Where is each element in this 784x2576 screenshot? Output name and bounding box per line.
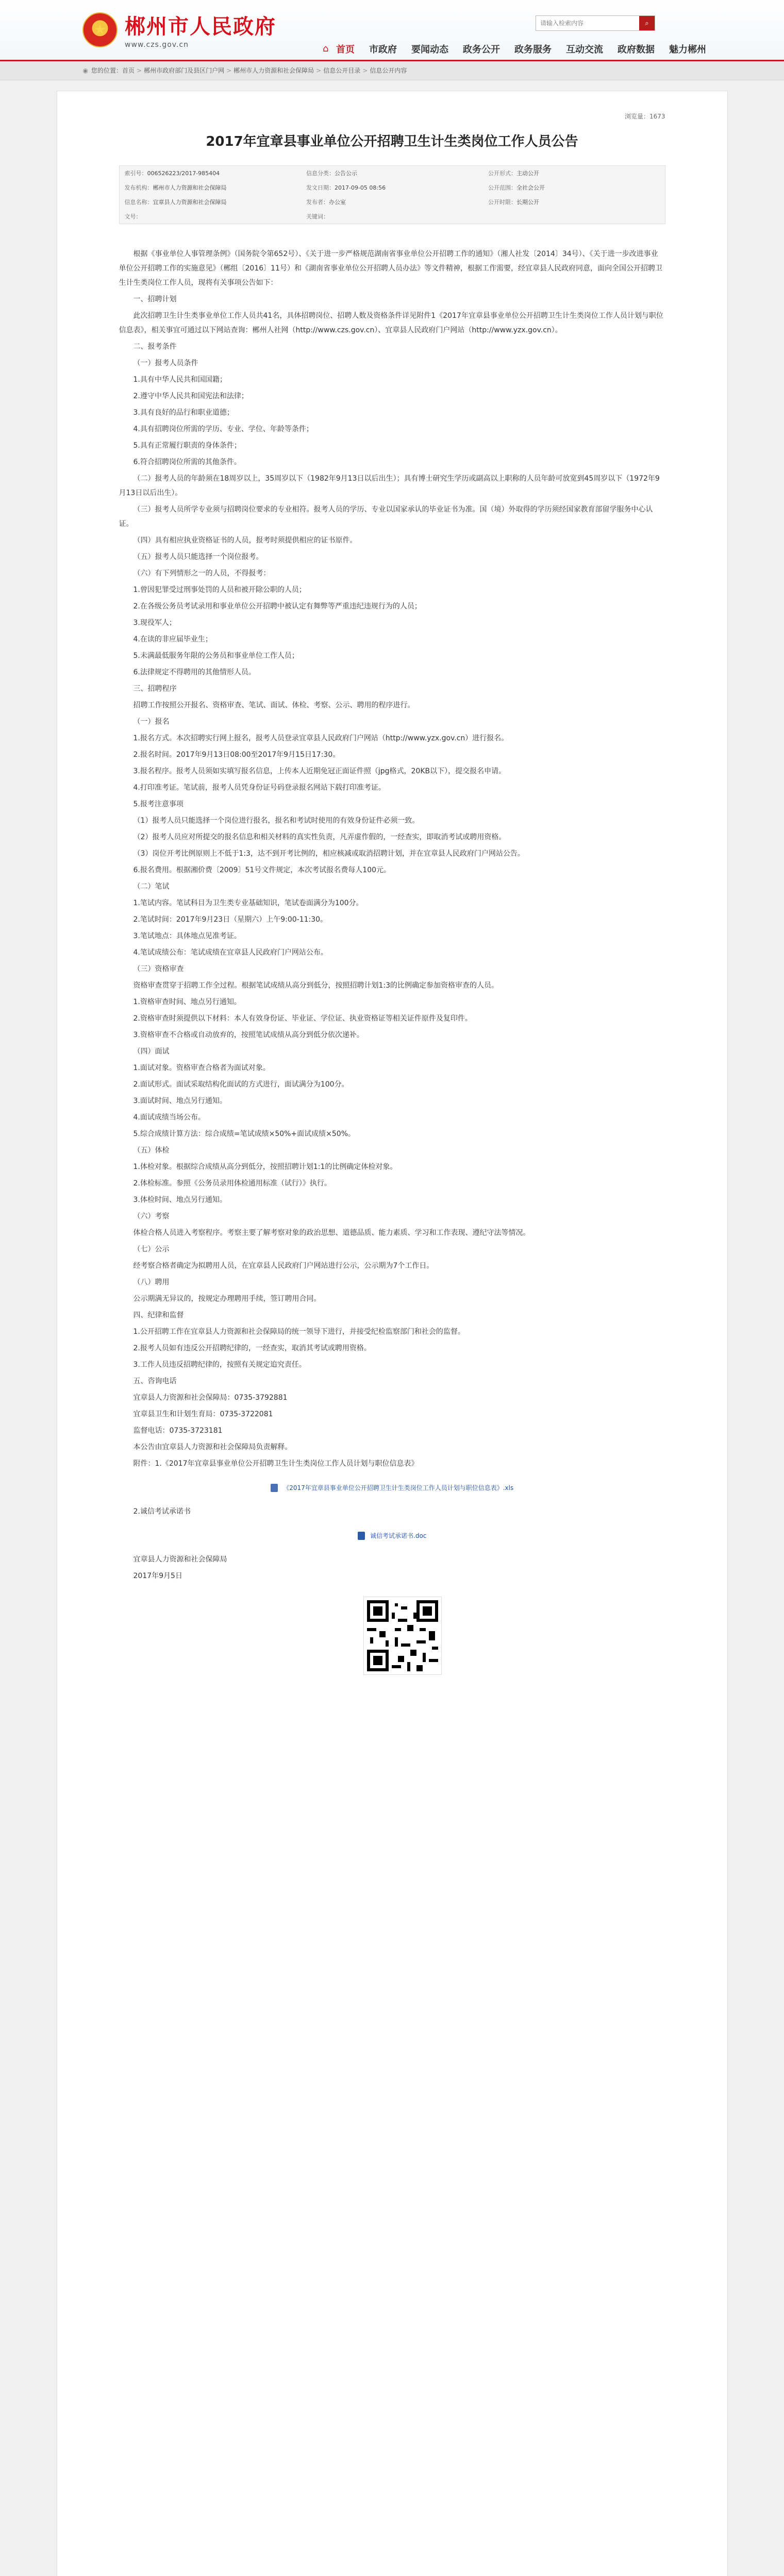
- article-paragraph: （四）具有相应执业资格证书的人员，报考时须提供相应的证书原件。: [133, 536, 357, 545]
- article-paragraph: （二）笔试: [133, 883, 170, 891]
- meta-cell: [301, 195, 483, 209]
- meta-key: 公开范围：: [488, 184, 516, 191]
- article-paragraph: 3.报名程序。报考人员须如实填写报名信息，上传本人近期免冠正面证件照（jpg格式，20KB以下），提交报名申请。: [133, 767, 506, 775]
- meta-cell: [483, 209, 665, 224]
- breadcrumb-info-content[interactable]: 信息公开内容: [370, 67, 407, 74]
- article-paragraph: 招聘工作按照公开报名、资格审查、笔试、面试、体检、考察、公示、聘用的程序进行。: [133, 701, 415, 709]
- article-paragraph: 二、报考条件: [133, 343, 177, 351]
- article-paragraph: 2.资格审查时须提供以下材料：本人有效身份证、毕业证、学位证、执业资格证等相关证件原件及复印件。: [133, 1014, 472, 1023]
- breadcrumb-home[interactable]: 首页: [122, 67, 135, 74]
- meta-cell: [483, 180, 665, 195]
- meta-value: 2017-09-05 08:56: [335, 184, 386, 191]
- meta-cell: [119, 209, 301, 224]
- article-paragraph: 附件：1.《2017年宜章县事业单位公开招聘卫生计生类岗位工作人员计划与职位信息表》: [133, 1460, 419, 1468]
- article-paragraph: （一）报名: [133, 718, 170, 726]
- meta-key: 信息分类：: [306, 170, 335, 177]
- article-paragraph: 2.笔试时间：2017年9月23日（星期六）上午9:00-11:30。: [133, 916, 328, 924]
- national-emblem-icon: ★: [82, 12, 118, 47]
- nav-city-government[interactable]: 市政府: [369, 44, 397, 55]
- meta-row: [119, 209, 665, 224]
- article-paragraph: 3.工作人员违反招聘纪律的，按照有关规定追究责任。: [133, 1361, 306, 1369]
- search-icon: ⌕: [645, 19, 649, 27]
- article-paragraph: 2.报考人员如有违反公开招聘纪律的，一经查实，取消其考试或聘用资格。: [133, 1344, 371, 1352]
- article-paragraph: 4.打印准考证。笔试前，报考人员凭身份证号码登录报名网站下载打印准考证。: [133, 784, 386, 792]
- article-paragraph: 4.具有招聘岗位所需的学历、专业、学位、年龄等条件；: [133, 425, 313, 433]
- article-paragraph: 2.体检标准。参照《公务员录用体检通用标准（试行）》执行。: [133, 1179, 331, 1188]
- breadcrumb-separator: >: [226, 67, 232, 74]
- article-paragraph: （三）资格审查: [133, 965, 184, 973]
- article-paragraph: 2.面试形式。面试采取结构化面试的方式进行，面试满分为100分。: [133, 1080, 349, 1089]
- site-url: www.czs.gov.cn: [125, 41, 189, 49]
- meta-value: 主动公开: [516, 170, 539, 177]
- breadcrumb-prefix: 您的位置：: [91, 67, 122, 74]
- qr-code-image: [364, 1597, 441, 1674]
- article-paragraph: （二）报考人员的年龄须在18周岁以上，35周岁以下（1982年9月13日以后出生）；具有博士研究生学历或副高以上职称的人员年龄可放宽到45周岁以下（1972年9月13日以后出生）。: [119, 474, 660, 497]
- meta-cell: [301, 180, 483, 195]
- meta-value: 长期公开: [516, 199, 539, 206]
- article-paragraph: 公示期满无异议的，按规定办理聘用手续，签订聘用合同。: [133, 1295, 321, 1303]
- article-paragraph: 1.资格审查时间、地点另行通知。: [133, 998, 241, 1006]
- nav-news[interactable]: 要闻动态: [411, 44, 448, 55]
- article-paragraph: （五）体检: [133, 1146, 170, 1155]
- article-paragraph: （五）报考人员只能选择一个岗位报考。: [133, 553, 263, 561]
- article-paragraph: 4.笔试成绩公布：笔试成绩在宜章县人民政府门户网站公布。: [133, 948, 328, 957]
- article-paragraph: （六）有下列情形之一的人员，不得报考：: [133, 569, 271, 578]
- attachment-1-link[interactable]: 《2017年宜章县事业单位公开招聘卫生计生类岗位工作人员计划与职位信息表》.xls: [283, 1484, 514, 1492]
- meta-key: 公开形式：: [488, 170, 516, 177]
- meta-key: 发布者：: [306, 199, 329, 206]
- view-count: 浏览量：1673: [624, 113, 665, 120]
- article-paragraph: （六）考察: [133, 1212, 170, 1221]
- meta-value: 宜章县人力资源和社会保障局: [153, 199, 227, 206]
- signature-org: 宜章县人力资源和社会保障局: [133, 1555, 227, 1564]
- search-box: [536, 15, 655, 31]
- article-paragraph: 监督电话：0735-3723181: [133, 1427, 223, 1435]
- article-paragraph: 2.遵守中华人民共和国宪法和法律；: [133, 392, 248, 400]
- article-paragraph: 4.在读的非应届毕业生；: [133, 635, 212, 643]
- nav-gov-data[interactable]: 政府数据: [618, 44, 655, 55]
- article-paragraph: 5.综合成绩计算方法：综合成绩=笔试成绩×50%+面试成绩×50%。: [133, 1130, 356, 1138]
- article-paragraph: 三、招聘程序: [133, 685, 177, 693]
- article-paragraph: 3.体检时间、地点另行通知。: [133, 1196, 227, 1204]
- article-paragraph: （三）报考人员所学专业须与招聘岗位要求的专业相符。报考人员的学历、专业以国家承认的毕业证书为准。国（境）外取得的学历须经国家教育部留学服务中心认证。: [119, 505, 653, 528]
- meta-cell: [119, 180, 301, 195]
- nav-interaction[interactable]: 互动交流: [566, 44, 603, 55]
- article-paragraph: 6.符合招聘岗位所需的其他条件。: [133, 458, 241, 466]
- breadcrumb-hr-bureau[interactable]: 郴州市人力资源和社会保障局: [233, 67, 314, 74]
- attachment-2[interactable]: [119, 1531, 665, 1540]
- meta-key: 发布机构：: [124, 184, 153, 191]
- breadcrumb-info-catalog[interactable]: 信息公开目录: [323, 67, 361, 74]
- article-paragraph: 3.具有良好的品行和职业道德；: [133, 409, 234, 417]
- article-paragraph: （七）公示: [133, 1245, 170, 1253]
- article-paragraph: 5.具有正常履行职责的身体条件；: [133, 442, 241, 450]
- meta-cell: [483, 195, 665, 209]
- breadcrumb-separator: >: [316, 67, 322, 74]
- meta-cell: [301, 209, 483, 224]
- main-nav: [323, 42, 721, 56]
- article-paragraph: 6.报名费用。根据湘价费〔2009〕51号文件规定，本次考试报名费每人100元。: [133, 866, 391, 874]
- breadcrumb-bar: [0, 61, 784, 80]
- article-paragraph: （八）聘用: [133, 1278, 170, 1286]
- article-paragraph: 1.体检对象。根据综合成绩从高分到低分，按照招聘计划1:1的比例确定体检对象。: [133, 1163, 397, 1171]
- article-paragraph: 宜章县卫生和计划生育局：0735-3722081: [133, 1410, 273, 1418]
- nav-charm-chenzhou[interactable]: 魅力郴州: [669, 44, 706, 55]
- meta-key: 信息名称：: [124, 199, 153, 206]
- breadcrumb-departments[interactable]: 郴州市政府部门及县区门户网: [144, 67, 225, 74]
- content-panel: [57, 91, 728, 2576]
- article-paragraph: 五、咨询电话: [133, 1377, 177, 1385]
- article-paragraph: 4.面试成绩当场公布。: [133, 1113, 205, 1122]
- article-paragraph: （四）面试: [133, 1047, 170, 1056]
- qr-code-block: [119, 1597, 665, 1676]
- article-paragraph: （2）报考人员应对所提交的报名信息和相关材料的真实性负责，凡弄虚作假的，一经查实，即取消考试或聘用资格。: [133, 833, 506, 841]
- meta-table: [119, 165, 665, 224]
- article-paragraph: 一、招聘计划: [133, 295, 177, 303]
- article-paragraph: 此次招聘卫生计生类事业单位工作人员共41名，具体招聘岗位、招聘人数及资格条件详见附件1《2017年宜章县事业单位公开招聘卫生计生类岗位工作人员计划与职位信息表》，相关事宜可通过以下网站查询：郴州人社网（http://www.czs.gov.cn）、宜章县人民政府门户网站（http://www.yzx.gov.cn）。: [119, 312, 663, 334]
- meta-cell: [483, 166, 665, 181]
- article-paragraph: 体检合格人员进入考察程序。考察主要了解考察对象的政治思想、道德品质、能力素质、学习和工作表现、遵纪守法等情况。: [133, 1229, 530, 1237]
- article-paragraph: 根据《事业单位人事管理条例》（国务院令第652号）、《关于进一步严格规范湖南省事业单位公开招聘工作的通知》（湘人社发〔2014〕34号）、《关于进一步改进事业单位公开招聘工作的实施意见》（郴组〔2016〕11号）和《湖南省事业单位公开招聘人员办法》等文件精神，根据工作需要，经宜章县人民政府同意，面向全国公开招聘卫生计生类岗位工作人员，现将有关事项公告如下：: [119, 250, 662, 287]
- article-paragraph: 四、纪律和监督: [133, 1311, 184, 1319]
- search-button[interactable]: [639, 16, 655, 30]
- meta-value: 全社会公开: [516, 184, 545, 191]
- meta-cell: [301, 166, 483, 181]
- article-paragraph: 资格审查贯穿于招聘工作全过程。根据笔试成绩从高分到低分，按照招聘计划1:3的比例确定参加资格审查的人员。: [133, 981, 499, 990]
- attachment-2-link[interactable]: 诚信考试承诺书.doc: [370, 1532, 427, 1539]
- meta-row: [119, 180, 665, 195]
- excel-file-icon: [271, 1484, 278, 1492]
- search-input[interactable]: [536, 17, 639, 29]
- article-paragraph: 3.面试时间、地点另行通知。: [133, 1097, 227, 1105]
- attachment-2-label: 2.诚信考试承诺书: [133, 1507, 191, 1516]
- signature-block: [119, 1552, 665, 1583]
- article-paragraph: 宜章县人力资源和社会保障局：0735-3792881: [133, 1394, 288, 1402]
- article-paragraph: 6.法律规定不得聘用的其他情形人员。: [133, 668, 256, 676]
- article-paragraph: 1.公开招聘工作在宜章县人力资源和社会保障局的统一领导下进行，并接受纪检监察部门和社会的监督。: [133, 1328, 465, 1336]
- article-paragraph: （一）报考人员条件: [133, 359, 198, 367]
- article-paragraph: 1.具有中华人民共和国国籍；: [133, 376, 227, 384]
- location-icon: ◉: [82, 67, 88, 74]
- article-paragraph: 5.未满最低服务年限的公务员和事业单位工作人员；: [133, 652, 299, 660]
- article-paragraph: 2.报名时间。2017年9月13日08:00至2017年9月15日17:30。: [133, 751, 340, 759]
- article-paragraph: 1.曾因犯罪受过刑事处罚的人员和被开除公职的人员；: [133, 586, 306, 594]
- breadcrumb-separator: >: [137, 67, 142, 74]
- meta-value: 公告公示: [335, 170, 357, 177]
- meta-cell: [119, 166, 301, 181]
- article-paragraph: 3.笔试地点：具体地点见准考证。: [133, 932, 241, 940]
- meta-value: 006526223/2017-985404: [147, 170, 220, 177]
- nav-gov-services[interactable]: 政务服务: [514, 44, 552, 55]
- site-header: [0, 0, 784, 61]
- article-paragraph: （1）报考人员只能选择一个岗位进行报名，报名和考试时使用的有效身份证件必须一致。: [133, 817, 420, 825]
- article-paragraph: 2.在各级公务员考试录用和事业单位公开招聘中被认定有舞弊等严重违纪违规行为的人员；: [133, 602, 422, 611]
- meta-key: 公开时限：: [488, 199, 516, 206]
- article-paragraph: 3.资格审查不合格或自动放弃的，按照笔试成绩从高分到低分依次递补。: [133, 1031, 364, 1039]
- article-paragraph: 1.报名方式。本次招聘实行网上报名，报考人员登录宜章县人民政府门户网站（http://www.yzx.gov.cn）进行报名。: [133, 734, 509, 742]
- site-title: 郴州市人民政府: [125, 14, 276, 39]
- article-paragraph: 经考察合格者确定为拟聘用人员，在宜章县人民政府门户网站进行公示，公示期为7个工作日。: [133, 1262, 434, 1270]
- meta-key: 文号：: [124, 213, 142, 220]
- meta-key: 关键词：: [306, 213, 329, 220]
- page-title: 2017年宜章县事业单位公开招聘卫生计生类岗位工作人员公告: [206, 134, 578, 149]
- article-paragraph: 5.报考注意事项: [133, 800, 184, 808]
- signature-date: 2017年9月5日: [133, 1572, 182, 1580]
- article-body: [119, 247, 665, 1471]
- site-logo[interactable]: [82, 10, 276, 49]
- meta-value: 办公室: [329, 199, 346, 206]
- qr-code: [363, 1597, 442, 1675]
- nav-open-government[interactable]: 政务公开: [463, 44, 500, 55]
- breadcrumb: [83, 61, 702, 80]
- meta-row: [119, 195, 665, 209]
- meta-key: 发文日期：: [306, 184, 335, 191]
- nav-home[interactable]: 首页: [336, 44, 355, 55]
- attachment-1[interactable]: [119, 1483, 665, 1492]
- article-paragraph: 3.现役军人；: [133, 619, 176, 627]
- breadcrumb-separator: >: [362, 67, 368, 74]
- article-paragraph: 1.面试对象。资格审查合格者为面试对象。: [133, 1064, 270, 1072]
- meta-key: 索引号：: [124, 170, 147, 177]
- attachment-2-label-block: [119, 1504, 665, 1519]
- home-icon[interactable]: ⌂: [323, 43, 329, 54]
- word-file-icon: [358, 1532, 365, 1540]
- meta-row: [119, 166, 665, 181]
- article-paragraph: （3）岗位开考比例原则上不低于1:3，达不到开考比例的，相应核减或取消招聘计划，并在宜章县人民政府门户网站公告。: [133, 850, 525, 858]
- article-paragraph: 1.笔试内容。笔试科目为卫生类专业基础知识，笔试卷面满分为100分。: [133, 899, 363, 907]
- article-paragraph: 本公告由宜章县人力资源和社会保障局负责解释。: [133, 1443, 292, 1451]
- meta-value: 郴州市人力资源和社会保障局: [153, 184, 227, 191]
- meta-cell: [119, 195, 301, 209]
